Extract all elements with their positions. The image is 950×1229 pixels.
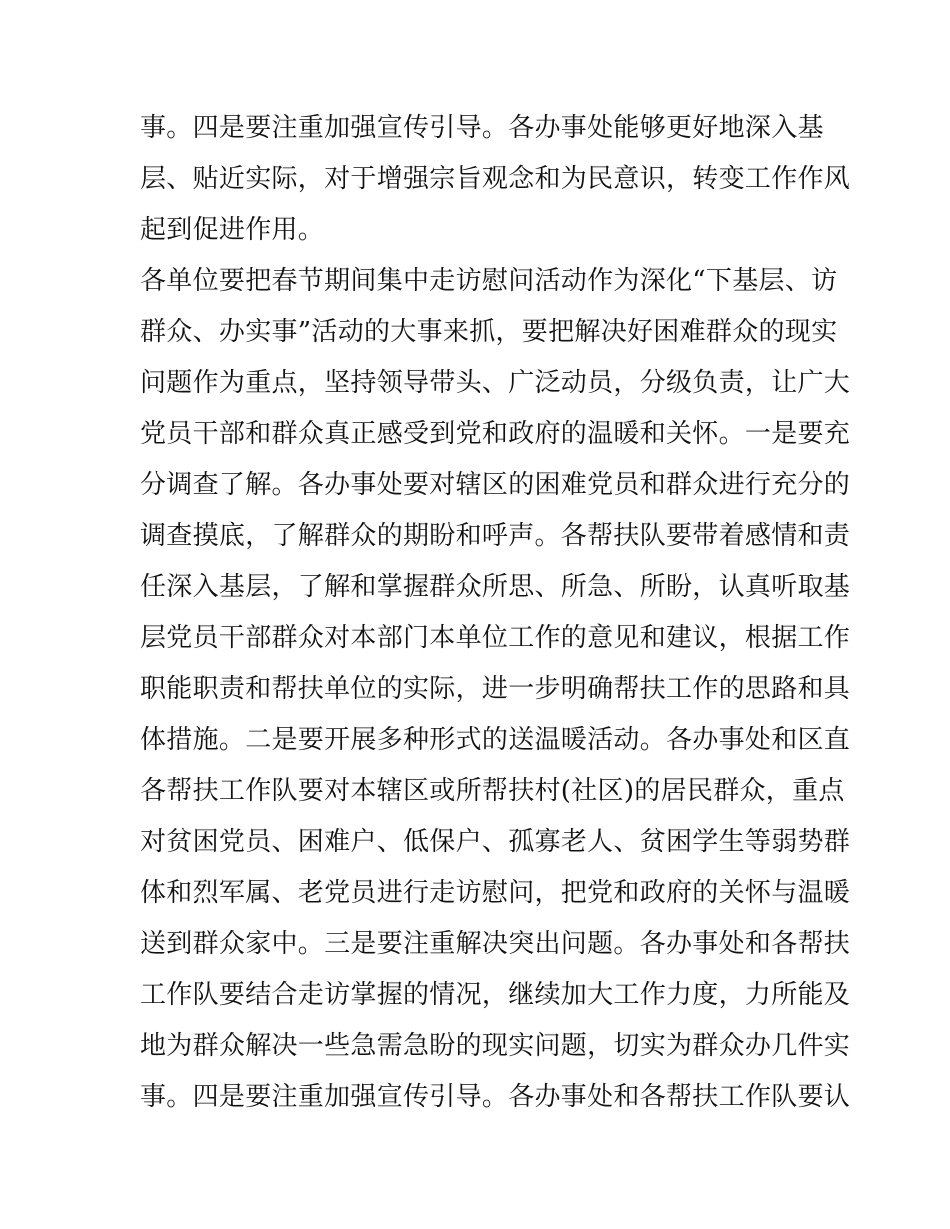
text-line: 层、贴近实际，对于增强宗旨观念和为民意识，转变工作作风 — [140, 164, 851, 194]
text-line: 职能职责和帮扶单位的实际，进一步明确帮扶工作的思路和具 — [140, 674, 851, 704]
text-line: 工作队要结合走访掌握的情况，继续加大工作力度，力所能及 — [140, 980, 851, 1010]
text-line: 地为群众解决一些急需急盼的现实问题，切实为群众办几件实 — [140, 1031, 851, 1061]
text-line: 送到群众家中。三是要注重解决突出问题。各办事处和各帮扶 — [140, 929, 851, 959]
text-line: 调查摸底，了解群众的期盼和呼声。各帮扶队要带着感情和责 — [140, 521, 851, 551]
text-line: 层党员干部群众对本部门本单位工作的意见和建议，根据工作 — [140, 623, 851, 653]
text-line: 党员干部和群众真正感受到党和政府的温暖和关怀。一是要充 — [140, 419, 851, 449]
text-line: 任深入基层，了解和掌握群众所思、所急、所盼，认真听取基 — [140, 572, 851, 602]
text-line: 体和烈军属、老党员进行走访慰问，把党和政府的关怀与温暖 — [140, 878, 851, 908]
text-line: 群众、办实事”活动的大事来抓，要把解决好困难群众的现实 — [140, 317, 838, 347]
text-line: 事。四是要注重加强宣传引导。各办事处能够更好地深入基 — [140, 113, 824, 143]
text-line: 体措施。二是要开展多种形式的送温暖活动。各办事处和区直 — [140, 725, 851, 755]
text-line: 各帮扶工作队要对本辖区或所帮扶村(社区)的居民群众，重点 — [140, 776, 845, 806]
text-line: 事。四是要注重加强宣传引导。各办事处和各帮扶工作队要认 — [140, 1082, 851, 1112]
text-line: 分调查了解。各办事处要对辖区的困难党员和群众进行充分的 — [140, 470, 851, 500]
text-line: 对贫困党员、困难户、低保户、孤寡老人、贫困学生等弱势群 — [140, 827, 851, 857]
text-line: 各单位要把春节期间集中走访慰问活动作为深化“下基层、访 — [140, 266, 838, 296]
text-line: 问题作为重点，坚持领导带头、广泛动员，分级负责，让广大 — [140, 368, 851, 398]
text-line: 起到促进作用。 — [140, 215, 325, 245]
